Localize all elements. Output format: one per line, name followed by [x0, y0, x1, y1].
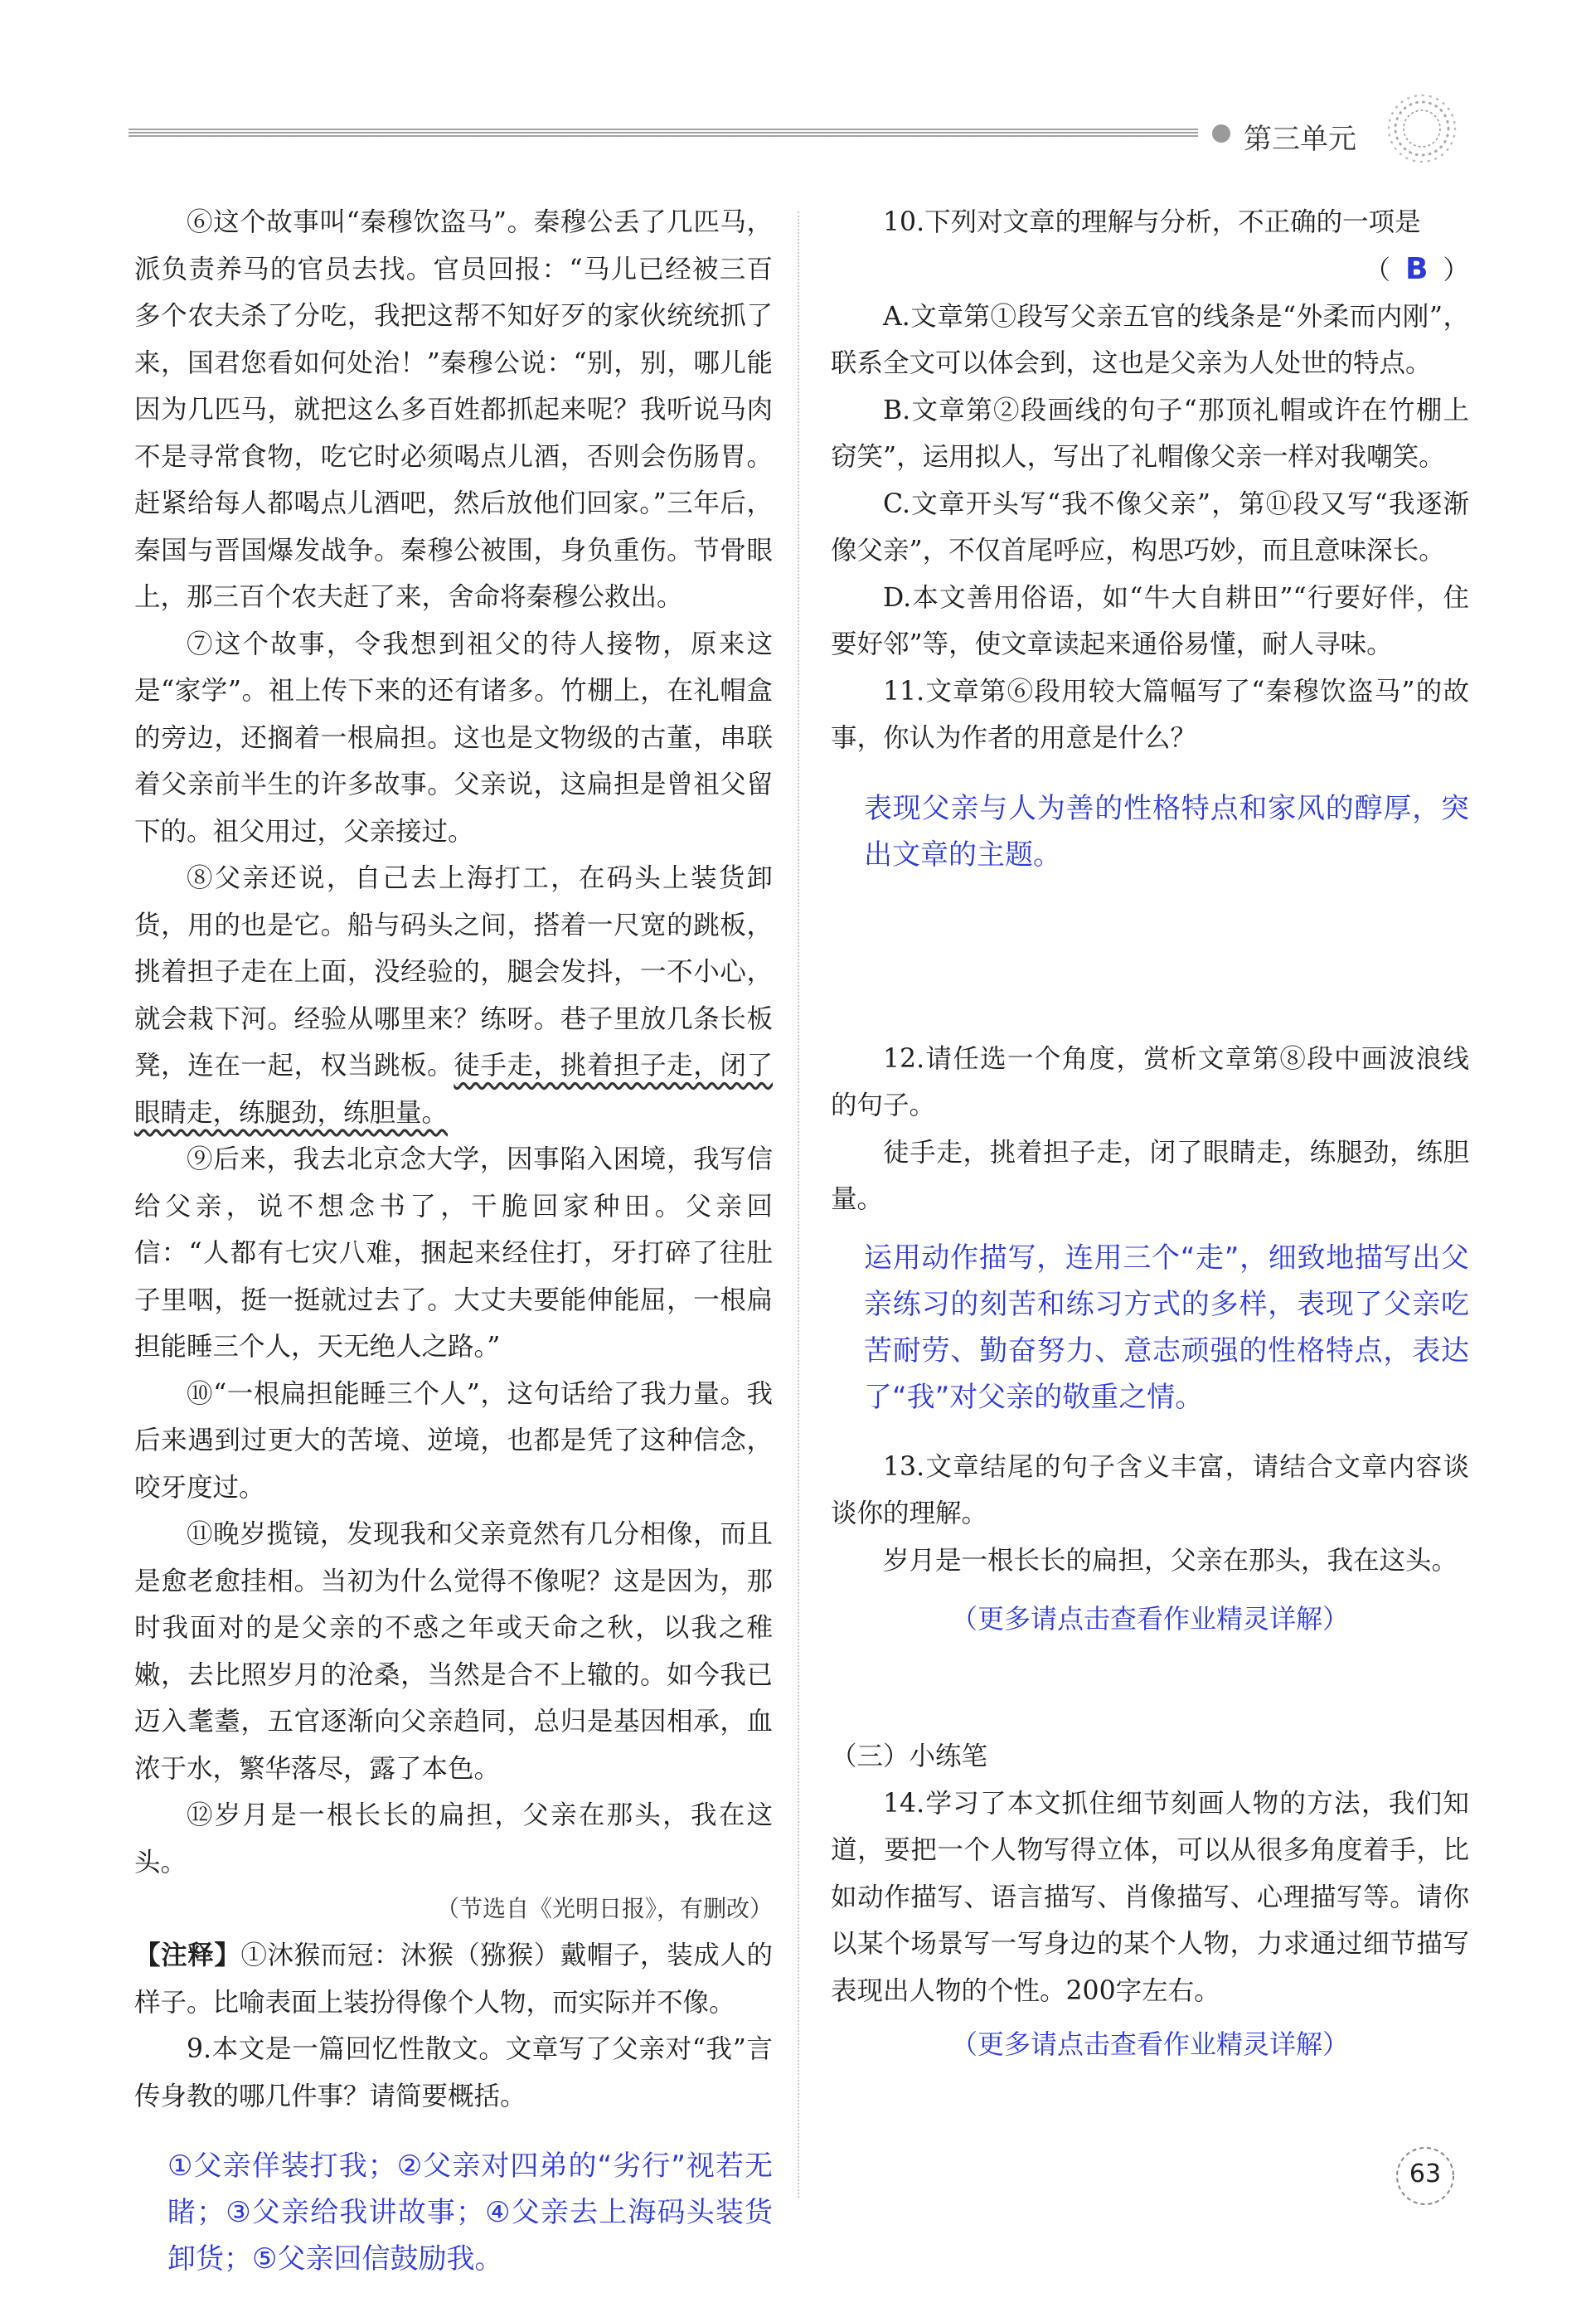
question-13-quote: 岁月是一根长长的扁担，父亲在那头，我在这头。 — [883, 1545, 1458, 1576]
unit-title: 第三单元 — [1244, 123, 1356, 156]
source-citation: （节选自《光明日报》，有删改） — [435, 1895, 773, 1922]
wavy-underlined-sentence: 徒手走，挑着担子走，闭了眼睛走，练腿劲，练胆量。 — [134, 1051, 773, 1128]
left-column — [134, 199, 773, 2282]
note-label: 【注释】 — [134, 1940, 241, 1970]
answer-9: ①父亲佯装打我；②父亲对四弟的“劣行”视若无睹；③父亲给我讲故事；④父亲去上海码头装货卸货；⑤父亲回信鼓励我。 — [167, 2150, 773, 2276]
question-10-answer-line — [831, 246, 1469, 294]
column-divider — [798, 211, 799, 2198]
paragraph-11: ⑪晚岁揽镜，发现我和父亲竟然有几分相像，而且是愈老愈挂相。当初为什么觉得不像呢？这是因为，那时我面对的是父亲的不惑之年或天命之秋，以我之稚嫩，去比照岁月的沧桑，当然是合不上辙的。如今我已迈入耄耋，五官逐渐向父亲趋同，总归是基因相承，血浓于水，繁华落尽，露了本色。 — [134, 1519, 773, 1784]
option-a: A.文章第①段写父亲五官的线条是“外柔而内刚”，联系全文可以体会到，这也是父亲为人处世的特点。 — [831, 301, 1469, 378]
option-d: D.本文善用俗语，如“牛大自耕田”“行要好伴，住要好邻”等，使文章读起来通俗易懂，耐人寻味。 — [831, 582, 1469, 659]
right-column — [831, 199, 1469, 2067]
paragraph-6: ⑥这个故事叫“秦穆饮盗马”。秦穆公丢了几匹马，派负责养马的官员去找。官员回报：“马儿已经被三百多个农夫杀了分吃，我把这帮不知好歹的家伙统统抓了来，国君您看如何处治！”秦穆公说：“别，别，哪儿能因为几匹马，就把这么多百姓都抓起来呢？我听说马肉不是寻常食物，吃它时必须喝点儿酒，否则会伤肠胃。赶紧给每人都喝点儿酒吧，然后放他们回家。”三年后，秦国与晋国爆发战争。秦穆公被围，身负重伤。节骨眼上，那三百个农夫赶了来，舍命将秦穆公救出。 — [134, 207, 773, 612]
question-10-answer: B — [1405, 251, 1429, 286]
paragraph-10: ⑩“一根扁担能睡三个人”，这句话给了我力量。我后来遇到过更大的苦境、逆境，也都是凭了这种信念，咬牙度过。 — [134, 1378, 773, 1503]
bracket-close: ） — [1443, 255, 1469, 285]
paragraph-7: ⑦这个故事，令我想到祖父的待人接物，原来这是“家学”。祖上传下来的还有诸多。竹棚上，在礼帽盒的旁边，还搁着一根扁担。这也是文物级的古董，串联着父亲前半生的许多故事。父亲说，这扁担是曾祖父留下的。祖父用过，父亲接过。 — [134, 629, 773, 847]
answer-11: 表现父亲与人为善的性格特点和家风的醇厚，突出文章的主题。 — [864, 791, 1469, 872]
question-9: 9.本文是一篇回忆性散文。文章写了父亲对“我”言传身教的哪几件事？请简要概括。 — [134, 2034, 773, 2111]
note — [134, 1932, 773, 2026]
question-12-quote: 徒手走，挑着担子走，闭了眼睛走，练腿劲，练胆量。 — [831, 1137, 1469, 1214]
paragraph-9: ⑨后来，我去北京念大学，因事陷入困境，我写信给父亲，说不想念书了，干脆回家种田。父亲回信：“人都有七灾八难，捆起来经住打，牙打碎了往肚子里咽，挺一挺就过去了。大丈夫要能伸能屈，一根扁担能睡三个人，天无绝人之路。” — [134, 1144, 773, 1362]
question-13: 13.文章结尾的句子含义丰富，请结合文章内容谈谈你的理解。 — [831, 1451, 1469, 1528]
answer-12: 运用动作描写，连用三个“走”，细致地描写出父亲练习的刻苦和练习方式的多样，表现了父亲吃苦耐劳、勤奋努力、意志顽强的性格特点，表达了“我”对父亲的敬重之情。 — [864, 1241, 1469, 1414]
question-11: 11.文章第⑥段用较大篇幅写了“秦穆饮盗马”的故事，你认为作者的用意是什么？ — [831, 676, 1469, 753]
question-10: 10.下列对文章的理解与分析，不正确的一项是 — [883, 207, 1421, 237]
sun-ornament-icon — [1386, 93, 1458, 164]
paragraph-8 — [134, 855, 773, 1136]
option-c: C.文章开头写“我不像父亲”，第⑪段又写“我逐渐像父亲”，不仅首尾呼应，构思巧妙，而且意味深长。 — [831, 488, 1469, 566]
paragraph-8-text: ⑧父亲还说，自己去上海打工，在码头上装货卸货，用的也是它。船与码头之间，搭着一尺宽的跳板，挑着担子走在上面，没经验的，腿会发抖，一不小心，就会栽下河。经验从哪里来？练呀。巷子里放几条长板凳，连在一起，权当跳板。 — [134, 863, 773, 1081]
header-dot-icon — [1212, 124, 1230, 143]
bracket-open: （ — [1364, 255, 1391, 285]
answer-13-link[interactable]: （更多请点击查看作业精灵详解） — [950, 1603, 1349, 1635]
note-text: ①沐猴而冠：沐猴（猕猴）戴帽子，装成人的样子。比喻表面上装扮得像个人物，而实际并不像。 — [134, 1941, 773, 2018]
question-14: 14.学习了本文抓住细节刻画人物的方法，我们知道，要把一个人物写得立体，可以从很多角度着手，比如动作描写、语言描写、肖像描写、心理描写等。请你以某个场景写一写身边的某个人物，力求通过细节描写表现出人物的个性。200字左右。 — [831, 1788, 1469, 2006]
paragraph-12: ⑫岁月是一根长长的扁担，父亲在那头，我在这头。 — [134, 1800, 773, 1878]
page-number: 63 — [1409, 2159, 1442, 2188]
option-b: B.文章第②段画线的句子“那顶礼帽或许在竹棚上窃笑”，运用拟人，写出了礼帽像父亲一样对我嘲笑。 — [831, 395, 1469, 472]
section-3-title: （三）小练笔 — [831, 1742, 988, 1771]
header-rule — [129, 129, 1198, 138]
question-12: 12.请任选一个角度，赏析文章第⑧段中画波浪线的句子。 — [831, 1043, 1469, 1120]
answer-14-link[interactable]: （更多请点击查看作业精灵详解） — [950, 2028, 1349, 2060]
